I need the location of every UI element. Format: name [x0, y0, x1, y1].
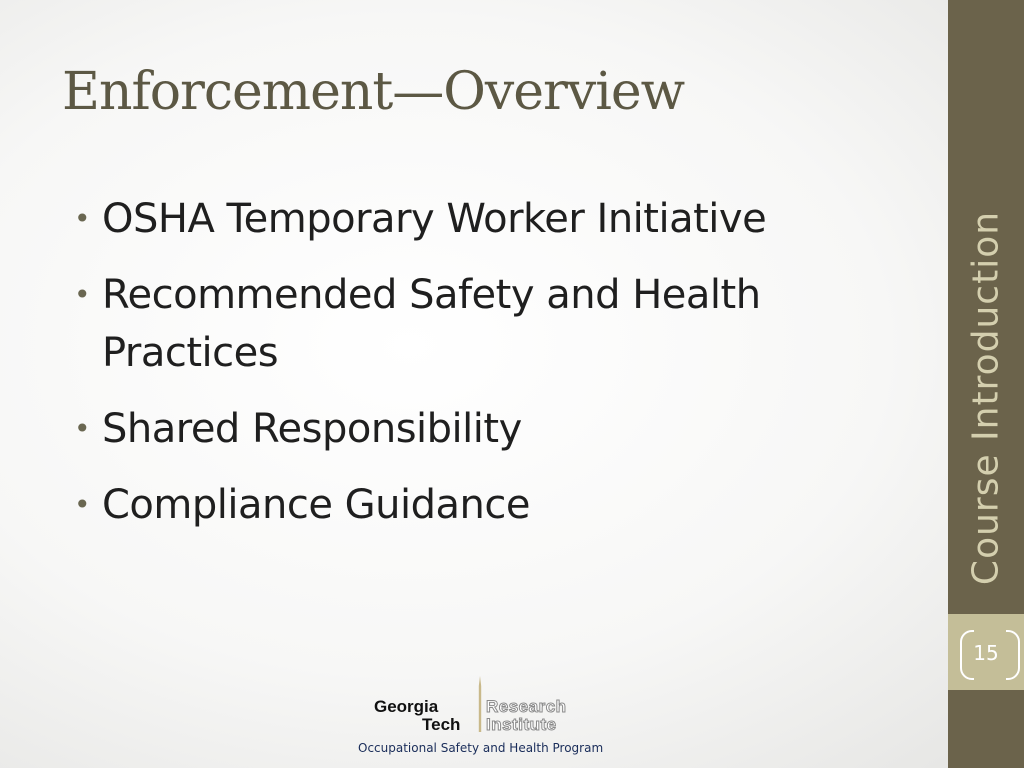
gtri-logo: [370, 674, 600, 736]
bullet-item: • Compliance Guidance: [74, 476, 854, 534]
logo-text-tech: Tech: [422, 715, 461, 734]
bullet-list: [74, 190, 854, 552]
bullet-item: • OSHA Temporary Worker Initiative: [74, 190, 854, 248]
section-label: Course Introduction: [965, 210, 1007, 586]
logo-text-research: Research: [486, 697, 567, 716]
slide-title: Enforcement—Overview: [62, 62, 685, 122]
logo-tower-icon: [477, 676, 483, 732]
logo-text-institute: Institute: [486, 715, 557, 734]
logo-text-georgia: Georgia: [374, 697, 439, 716]
bullet-item: • Recommended Safety and Health Practices: [74, 266, 854, 382]
bullet-item: • Shared Responsibility: [74, 400, 854, 458]
page-number: 15: [973, 641, 999, 665]
footer-caption: Occupational Safety and Health Program: [358, 741, 604, 755]
